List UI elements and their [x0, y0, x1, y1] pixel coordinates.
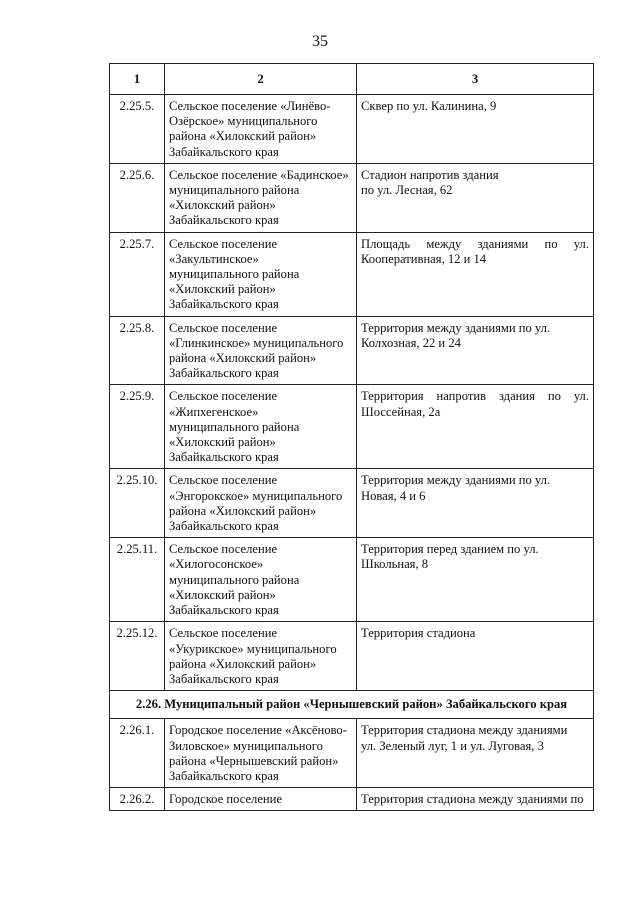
row-number: 2.25.11. [110, 538, 165, 622]
event-place [357, 469, 594, 538]
text-line: «Хилокский район» [169, 198, 276, 213]
table-row [110, 232, 594, 316]
text-line: Сельское поселение [169, 236, 278, 251]
settlement-name [165, 788, 357, 811]
row-number: 2.25.6. [110, 163, 165, 232]
text-line: Кооперативная, 12 и 14 [361, 251, 487, 266]
text-line: Сквер по ул. Калинина, 9 [361, 99, 497, 113]
text-line: Сельское поселение [169, 320, 278, 335]
text-line: муниципального района [169, 183, 300, 198]
text-line: района «Хилокский район» [169, 656, 317, 671]
text-line: Колхозная, 22 и 24 [361, 335, 461, 350]
row-number: 2.25.5. [110, 95, 165, 164]
text-line: Забайкальского края [169, 213, 279, 228]
text-line: Забайкальского края [169, 450, 279, 465]
text-line: «Хилогосонское» [169, 557, 264, 572]
text-line: Забайкальского края [169, 366, 279, 381]
text-line: Сельское поселение «Линёво- [169, 99, 331, 113]
text-line: района «Чернышевский район» [169, 753, 339, 768]
event-place [357, 622, 594, 691]
text-line: Шоссейная, 2а [361, 404, 441, 419]
text-line: «Жипхегенское» [169, 404, 259, 419]
table-row [110, 95, 594, 164]
table-row [110, 719, 594, 788]
event-place [357, 232, 594, 316]
settlement-name [165, 622, 357, 691]
row-number: 2.25.12. [110, 622, 165, 691]
settlement-name [165, 385, 357, 469]
settlement-name [165, 163, 357, 232]
event-place [357, 95, 594, 164]
row-number: 2.25.8. [110, 316, 165, 385]
text-line: Площадь между зданиями по ул. [361, 236, 589, 251]
text-line: Забайкальского края [169, 144, 279, 159]
row-number: 2.26.2. [110, 788, 165, 811]
text-line: района «Хилокский район» [169, 129, 317, 144]
text-line: «Глинкинское» муниципального [169, 335, 344, 350]
text-line: муниципального района [169, 572, 300, 587]
text-line: Зиловское» муниципального [169, 738, 323, 753]
row-number: 2.25.10. [110, 469, 165, 538]
text-line: Территория стадиона между зданиями по [361, 792, 584, 807]
text-line: Забайкальского края [169, 768, 279, 783]
text-line: Территория стадиона [361, 626, 476, 641]
text-line: «Закультинское» [169, 251, 259, 266]
text-line: ул. Зеленый луг, 1 и ул. Луговая, 3 [361, 738, 544, 753]
event-place [357, 788, 594, 811]
text-line: Сельское поселение [169, 542, 278, 557]
table-row [110, 385, 594, 469]
text-line: Стадион напротив здания [361, 167, 499, 182]
header-col-1: 1 [110, 64, 165, 95]
text-line: района «Хилокский район» [169, 503, 317, 518]
text-line: Забайкальского края [169, 671, 279, 686]
settlement-name [165, 316, 357, 385]
section-heading-row [110, 691, 594, 719]
text-line: Территория напротив здания по ул. [361, 389, 589, 404]
text-line: по ул. Лесная, 62 [361, 183, 453, 198]
text-line: «Энгорокское» муниципального [169, 488, 343, 503]
event-place [357, 385, 594, 469]
event-place [357, 316, 594, 385]
text-line: Городское поселение [169, 792, 282, 807]
text-line: муниципального района [169, 419, 300, 434]
text-line: Сельское поселение [169, 626, 278, 641]
text-line: Городское поселение «Аксёново- [169, 723, 347, 738]
text-line: Забайкальского края [169, 297, 279, 312]
text-line: района «Хилокский район» [169, 351, 317, 366]
settlement-name [165, 538, 357, 622]
section-heading: 2.26. Муниципальный район «Чернышевский район» Забайкальского края [110, 691, 594, 719]
text-line: Территория между зданиями по ул. [361, 320, 551, 335]
event-place [357, 163, 594, 232]
text-line: «Хилокский район» [169, 282, 276, 297]
text-line: муниципального района [169, 267, 300, 282]
text-line: «Хилокский район» [169, 435, 276, 450]
settlement-places-table [109, 63, 594, 811]
header-col-3: 3 [357, 64, 594, 95]
table-header-row [110, 64, 594, 95]
text-line: Забайкальского края [169, 603, 279, 618]
text-line: «Хилокский район» [169, 587, 276, 602]
text-line: Территория перед зданием по ул. [361, 542, 539, 557]
text-line: Сельское поселение «Бадинское» [169, 167, 349, 182]
table-row [110, 788, 594, 811]
text-line: Сельское поселение [169, 473, 278, 488]
settlement-name [165, 469, 357, 538]
text-line: Новая, 4 и 6 [361, 488, 426, 503]
table-row [110, 469, 594, 538]
row-number: 2.25.9. [110, 385, 165, 469]
settlement-name [165, 719, 357, 788]
settlement-name [165, 95, 357, 164]
row-number: 2.25.7. [110, 232, 165, 316]
text-line: Территория между зданиями по ул. [361, 473, 551, 488]
settlement-name [165, 232, 357, 316]
text-line: Сельское поселение [169, 389, 278, 404]
table-row [110, 538, 594, 622]
text-line: Озёрское» муниципального [169, 114, 318, 129]
text-line: Территория стадиона между зданиями [361, 723, 568, 738]
text-line: Школьная, 8 [361, 557, 429, 572]
table-row [110, 316, 594, 385]
event-place [357, 719, 594, 788]
text-line: «Укурикское» муниципального [169, 641, 337, 656]
table-row [110, 622, 594, 691]
event-place [357, 538, 594, 622]
row-number: 2.26.1. [110, 719, 165, 788]
text-line: Забайкальского края [169, 519, 279, 534]
page-number: 35 [312, 33, 328, 50]
table-row [110, 163, 594, 232]
header-col-2: 2 [165, 64, 357, 95]
